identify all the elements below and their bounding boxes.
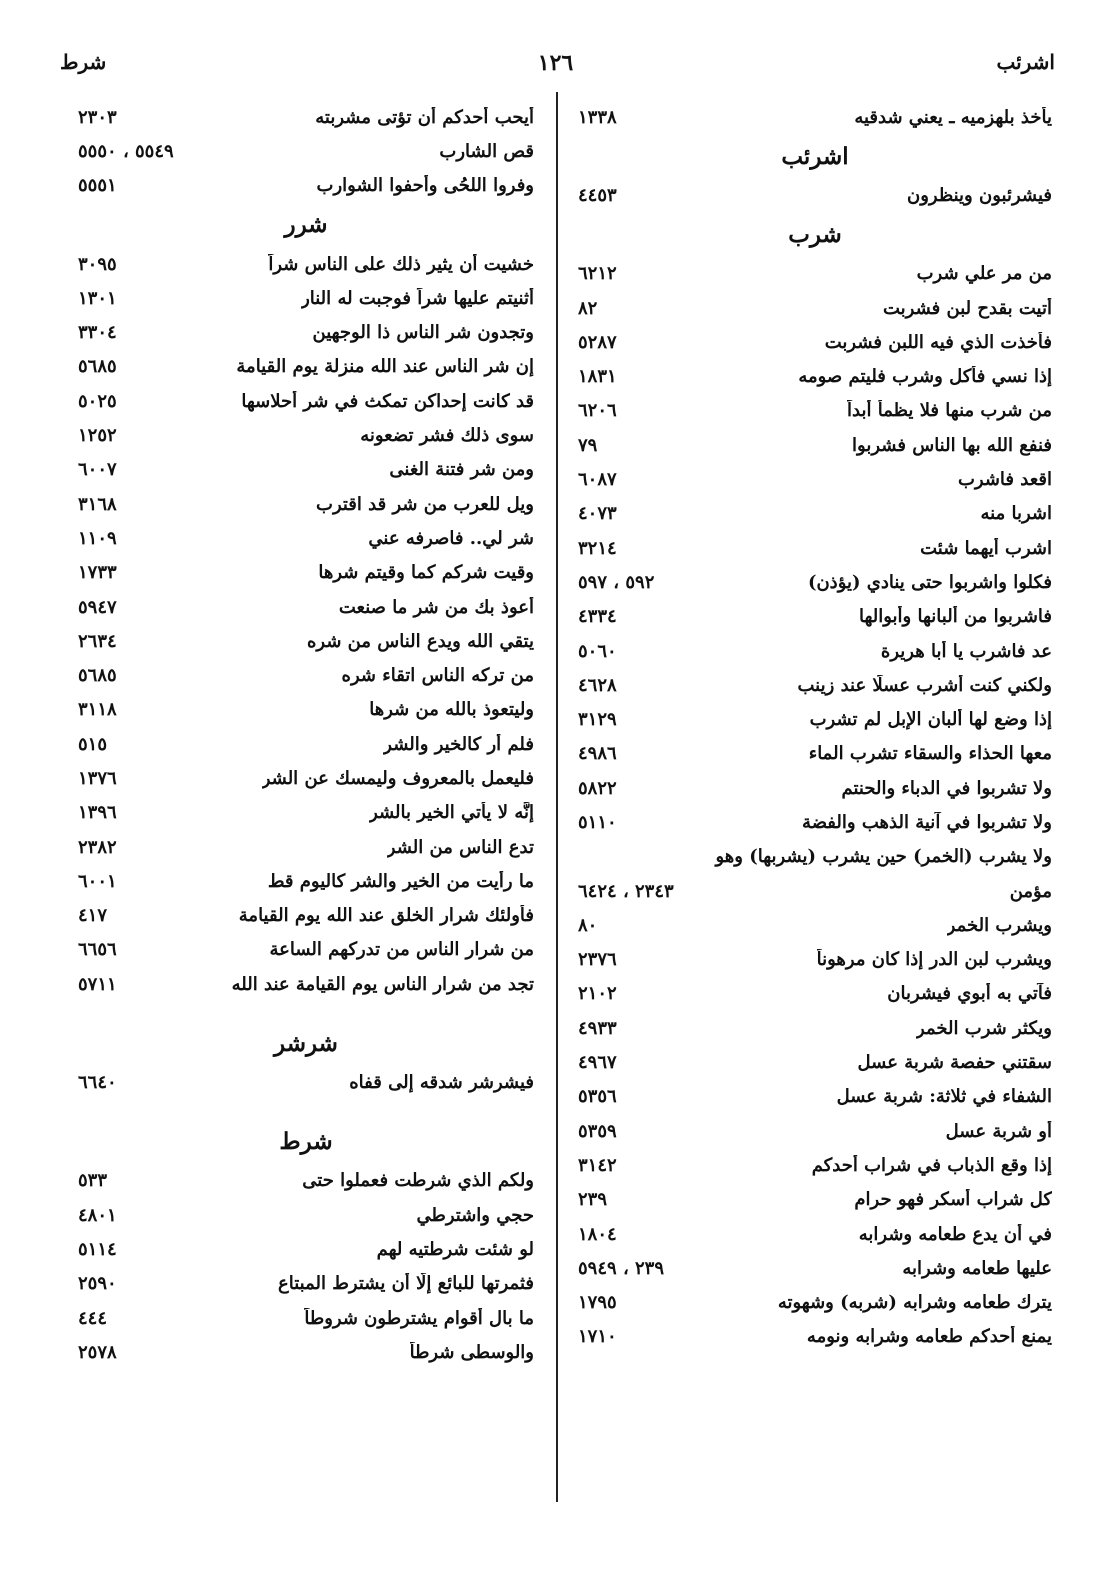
index-entry-text: عد فاشرب يا أبا هريرة xyxy=(880,640,1052,662)
index-entry-text: ولكني كنت أشرب عسلًا عند زينب xyxy=(797,674,1052,696)
index-entry-text: إذا وقع الذباب في شراب أحدكم xyxy=(811,1154,1052,1176)
index-entry-text: ما بال أقوام يشترطون شروطاً xyxy=(304,1307,534,1329)
hadith-number: ٢٣٧٦ xyxy=(578,949,617,971)
index-entry xyxy=(78,281,534,315)
index-entry xyxy=(578,178,1052,212)
hadith-number: ١٣٩٦ xyxy=(78,802,117,824)
index-entry xyxy=(78,830,534,864)
index-entry xyxy=(78,727,534,761)
running-head-right: اشرئب xyxy=(996,50,1055,74)
index-entry-text: ويكثر شرب الخمر xyxy=(916,1017,1052,1039)
index-entry xyxy=(578,1183,1052,1217)
index-entry-text: من شرب منها فلا يظمأ أبداً xyxy=(847,400,1052,422)
index-entry xyxy=(78,1232,534,1266)
index-entry-text: والوسطى شرطاً xyxy=(409,1341,534,1363)
index-entry-text: وتجدون شر الناس ذا الوجهين xyxy=(312,322,534,344)
index-entry-text: سوى ذلك فشر تضعونه xyxy=(360,425,534,447)
index-entry xyxy=(578,462,1052,496)
index-entry xyxy=(78,693,534,727)
hadith-number: ٤٩٣٣ xyxy=(578,1017,617,1039)
index-entry-text: ويل للعرب من شر قد اقترب xyxy=(316,493,534,515)
index-entry xyxy=(578,737,1052,771)
index-entry-text: إنَّه لا يأتي الخير بالشر xyxy=(369,802,534,824)
index-entry-text: سقتني حفصة شربة عسل xyxy=(857,1052,1052,1074)
hadith-number: ٤٤٥٣ xyxy=(578,184,617,206)
index-entry-text: ولكم الذي شرطت فعملوا حتى xyxy=(302,1170,534,1192)
index-entry-text: ولا تشربوا في الدباء والحنتم xyxy=(841,777,1052,799)
index-entry xyxy=(578,1148,1052,1182)
index-entry-text: اشربا منه xyxy=(980,503,1052,525)
hadith-number: ٣٠٩٥ xyxy=(78,253,117,275)
hadith-number: ٢٥٩٠ xyxy=(78,1273,117,1295)
index-entry-text: وليتعوذ بالله من شرها xyxy=(369,699,534,721)
hadith-number: ١٣٧٦ xyxy=(78,767,117,789)
index-entry-text: من تركه الناس اتقاء شره xyxy=(341,665,534,687)
index-entry xyxy=(78,899,534,933)
index-entry xyxy=(578,497,1052,531)
index-entry-text: فنفع الله بها الناس فشربوا xyxy=(852,434,1052,456)
index-entry-text: ولا يشرب (الخمر) حين يشرب (يشربها) وهو xyxy=(715,846,1052,868)
index-entry xyxy=(578,100,1052,134)
index-entry xyxy=(78,864,534,898)
index-entry xyxy=(78,487,534,521)
hadith-number: ٢٥٧٨ xyxy=(78,1341,117,1363)
index-entry xyxy=(78,169,534,203)
hadith-number: ٤٩٦٧ xyxy=(578,1052,617,1074)
index-entry-text: مؤمن xyxy=(1009,880,1052,902)
hadith-number: ٥٩٤٧ xyxy=(78,596,117,618)
hadith-number: ٤٠٧٣ xyxy=(578,503,617,525)
index-entry xyxy=(78,247,534,281)
index-entry-text: أتيت بقدح لبن فشربت xyxy=(883,297,1052,319)
index-entry xyxy=(578,805,1052,839)
index-entry xyxy=(578,977,1052,1011)
index-entry xyxy=(578,668,1052,702)
index-entry-text: أيحب أحدكم أن تؤتى مشربته xyxy=(315,106,534,128)
index-entry-text: أو شربة عسل xyxy=(945,1120,1052,1142)
index-entry xyxy=(578,1114,1052,1148)
index-entry xyxy=(578,1320,1052,1354)
spacer xyxy=(78,1100,534,1120)
hadith-number: ١٧٣٣ xyxy=(78,562,117,584)
index-entry xyxy=(78,384,534,418)
hadith-number: ٤٤٤ xyxy=(78,1307,108,1329)
hadith-number: ٦٢١٢ xyxy=(578,263,617,285)
index-entry-text: من مر علي شرب xyxy=(916,263,1052,285)
hadith-number: ٥٥٥١ xyxy=(78,175,117,197)
index-entry xyxy=(78,967,534,1001)
index-entry-text: تدع الناس من الشر xyxy=(386,836,534,858)
index-entry xyxy=(78,556,534,590)
index-entry xyxy=(578,600,1052,634)
index-entry xyxy=(578,291,1052,325)
hadith-number: ٥٩٢ ، ٥٩٧ xyxy=(578,571,655,593)
index-entry-text: عليها طعامه وشرابه xyxy=(902,1257,1052,1279)
index-entry xyxy=(578,943,1052,977)
left-column xyxy=(78,100,534,1370)
index-entry-text: يترك طعامه وشرابه (شربه) وشهوته xyxy=(777,1292,1052,1314)
index-entry-text: شر لي.. فاصرفه عني xyxy=(368,527,534,549)
index-entry xyxy=(578,1045,1052,1079)
index-entry xyxy=(578,359,1052,393)
index-entry-text: كل شراب أسكر فهو حرام xyxy=(854,1189,1052,1211)
hadith-number: ١٣٠١ xyxy=(78,287,117,309)
index-entry xyxy=(578,565,1052,599)
hadith-number: ٢٣٠٣ xyxy=(78,106,117,128)
index-entry-text: خشيت أن يثير ذلك على الناس شراً xyxy=(268,253,534,275)
index-entry xyxy=(78,796,534,830)
index-entry xyxy=(78,1198,534,1232)
index-entry-text: معها الحذاء والسقاء تشرب الماء xyxy=(808,743,1052,765)
index-entry-text: اقعد فاشرب xyxy=(957,469,1052,491)
index-entry-text: إن شر الناس عند الله منزلة يوم القيامة xyxy=(236,356,534,378)
hadith-number: ٣٣٠٤ xyxy=(78,322,117,344)
root-heading: شرط xyxy=(279,1128,333,1156)
hadith-number: ٥٣٣ xyxy=(78,1170,108,1192)
hadith-number: ٣١٦٨ xyxy=(78,493,117,515)
index-entry xyxy=(78,590,534,624)
hadith-number: ٣١١٨ xyxy=(78,699,117,721)
index-entry-text: إذا وضع لها ألبان الإبل لم تشرب xyxy=(809,709,1052,731)
hadith-number: ٦٦٤٠ xyxy=(78,1072,117,1094)
index-entry-text: فيشرئبون وينظرون xyxy=(907,184,1052,206)
index-entry xyxy=(78,350,534,384)
index-entry xyxy=(78,315,534,349)
index-entry xyxy=(578,874,1052,908)
hadith-number: ٤١٧ xyxy=(78,905,108,927)
index-entry xyxy=(78,418,534,452)
index-entry-text: لو شئت شرطتيه لهم xyxy=(376,1238,534,1260)
index-entry xyxy=(78,1164,534,1198)
index-entry xyxy=(578,325,1052,359)
hadith-number: ٥٥٤٩ ، ٥٥٥٠ xyxy=(78,140,174,162)
hadith-number: ١٧١٠ xyxy=(578,1326,617,1348)
index-entry xyxy=(78,453,534,487)
hadith-number: ٢١٠٢ xyxy=(578,983,617,1005)
root-heading: شرر xyxy=(284,211,328,239)
index-entry-text: فأولئك شرار الخلق عند الله يوم القيامة xyxy=(238,905,534,927)
index-entry-text: ما رأيت من الخير والشر كاليوم قط xyxy=(267,870,534,892)
index-entry xyxy=(578,257,1052,291)
hadith-number: ٨٠ xyxy=(578,914,598,936)
page-number: ١٢٦ xyxy=(537,50,574,76)
index-entry-text: فثمرتها للبائع إلَّا أن يشترط المبتاع xyxy=(278,1273,534,1295)
hadith-number: ٥٦٨٥ xyxy=(78,665,117,687)
index-entry xyxy=(78,134,534,168)
index-entry xyxy=(78,1301,534,1335)
hadith-number: ٥٠٢٥ xyxy=(78,390,117,412)
hadith-number: ٥٠٦٠ xyxy=(578,640,617,662)
spacer xyxy=(78,1001,534,1021)
index-entry xyxy=(78,658,534,692)
index-entry xyxy=(578,394,1052,428)
hadith-number: ١٨٠٤ xyxy=(578,1223,617,1245)
index-entry xyxy=(578,1217,1052,1251)
hadith-number: ٥٣٥٦ xyxy=(578,1086,617,1108)
index-entry-text: إذا نسي فأكل وشرب فليتم صومه xyxy=(798,366,1052,388)
index-entry-text: ومن شر فتنة الغنى xyxy=(389,459,534,481)
index-entry xyxy=(578,1011,1052,1045)
index-entry-text: فيشرشر شدقه إلى قفاه xyxy=(349,1072,534,1094)
hadith-number: ٥٨٢٢ xyxy=(578,777,617,799)
index-entry xyxy=(78,761,534,795)
index-entry xyxy=(578,771,1052,805)
index-entry-text: من شرار الناس من تدركهم الساعة xyxy=(269,939,534,961)
hadith-number: ٢٣٨٢ xyxy=(78,836,117,858)
right-column xyxy=(578,100,1052,1354)
index-entry-text: يتقي الله ويدع الناس من شره xyxy=(306,630,534,652)
root-heading: شرب xyxy=(788,221,842,249)
hadith-number: ٦٠٠٧ xyxy=(78,459,117,481)
index-entry xyxy=(578,1080,1052,1114)
index-entry-text: فآتي به أبوي فيشربان xyxy=(887,983,1052,1005)
index-entry-text: فليعمل بالمعروف وليمسك عن الشر xyxy=(261,767,534,789)
index-entry-text: وقيت شركم كما وقيتم شرها xyxy=(318,562,534,584)
hadith-number: ٤٩٨٦ xyxy=(578,743,617,765)
index-entry-text: أعوذ بك من شر ما صنعت xyxy=(338,596,534,618)
hadith-number: ٣٢١٤ xyxy=(578,537,617,559)
hadith-number: ٢٣٤٣ ، ٦٤٢٤ xyxy=(578,880,674,902)
hadith-number: ٥٢٨٧ xyxy=(578,331,617,353)
index-entry xyxy=(78,100,534,134)
hadith-number: ٥٧١١ xyxy=(78,973,117,995)
column-divider xyxy=(556,92,558,1502)
hadith-number: ٤٦٢٨ xyxy=(578,674,617,696)
index-entry xyxy=(578,531,1052,565)
index-entry-text: أثنيتم عليها شراً فوجبت له النار xyxy=(301,287,534,309)
hadith-number: ١٨٣١ xyxy=(578,366,617,388)
hadith-number: ٧٩ xyxy=(578,434,598,456)
index-entry-text: ويشرب الخمر xyxy=(946,914,1052,936)
index-entry-text: يأخذ بلهزميه ـ يعني شدقيه xyxy=(854,106,1052,128)
hadith-number: ٦٠٨٧ xyxy=(578,469,617,491)
hadith-number: ٤٨٠١ xyxy=(78,1204,117,1226)
index-entry-text: ويشرب لبن الدر إذا كان مرهوناً xyxy=(816,949,1052,971)
index-entry-text: ولا تشربوا في آنية الذهب والفضة xyxy=(802,811,1052,833)
hadith-number: ٥٣٥٩ xyxy=(578,1120,617,1142)
index-entry xyxy=(78,624,534,658)
hadith-number: ٢٣٩ ، ٥٩٤٩ xyxy=(578,1257,665,1279)
index-entry xyxy=(78,1065,534,1099)
index-entry-text: فأخذت الذي فيه اللبن فشربت xyxy=(824,331,1052,353)
index-entry xyxy=(578,634,1052,668)
index-entry-text: يمنع أحدكم طعامه وشرابه ونومه xyxy=(806,1326,1052,1348)
index-entry xyxy=(578,428,1052,462)
index-entry xyxy=(578,908,1052,942)
hadith-number: ١١٠٩ xyxy=(78,527,117,549)
index-entry-text: تجد من شرار الناس يوم القيامة عند الله xyxy=(231,973,534,995)
hadith-number: ٦٢٠٦ xyxy=(578,400,617,422)
hadith-number: ٦٠٠١ xyxy=(78,870,117,892)
running-head-left: شرط xyxy=(60,50,107,74)
hadith-number: ٨٢ xyxy=(578,297,598,319)
hadith-number: ١٢٥٢ xyxy=(78,425,117,447)
hadith-number: ١٧٩٥ xyxy=(578,1292,617,1314)
index-entry-text: قد كانت إحداكن تمكث في شر أحلاسها xyxy=(241,390,534,412)
index-entry xyxy=(578,1251,1052,1285)
root-heading: اشرئب xyxy=(781,142,849,170)
index-entry-text: الشفاء في ثلاثة: شربة عسل xyxy=(836,1086,1052,1108)
index-entry-text: فاشربوا من ألبانها وأبوالها xyxy=(858,606,1052,628)
index-entry-text: اشرب أيهما شئت xyxy=(920,537,1052,559)
index-entry xyxy=(78,933,534,967)
index-entry xyxy=(578,1286,1052,1320)
hadith-number: ١٣٣٨ xyxy=(578,106,617,128)
index-entry xyxy=(578,702,1052,736)
index-entry-text: في أن يدع طعامه وشرابه xyxy=(858,1223,1052,1245)
hadith-number: ٣١٤٢ xyxy=(578,1154,617,1176)
hadith-number: ٢٣٩ xyxy=(578,1189,608,1211)
hadith-number: ٥١١٠ xyxy=(578,811,617,833)
index-entry-text: فكلوا واشربوا حتى ينادي (يؤذن) xyxy=(807,571,1052,593)
hadith-number: ٥١١٤ xyxy=(78,1238,117,1260)
index-entry-text: قص الشارب xyxy=(439,140,534,162)
hadith-number: ٥١٥ xyxy=(78,733,108,755)
hadith-number: ٢٦٣٤ xyxy=(78,630,117,652)
root-heading: شرشر xyxy=(274,1029,338,1057)
hadith-number: ٦٦٥٦ xyxy=(78,939,117,961)
hadith-number: ٤٣٣٤ xyxy=(578,606,617,628)
index-entry xyxy=(78,1267,534,1301)
index-entry xyxy=(78,1335,534,1369)
index-entry xyxy=(78,521,534,555)
index-entry-text: وفروا اللحُى وأحفوا الشوارب xyxy=(316,175,534,197)
index-entry-text: فلم أر كالخير والشر xyxy=(383,733,534,755)
hadith-number: ٥٦٨٥ xyxy=(78,356,117,378)
index-entry-text: حجي واشترطي xyxy=(416,1204,534,1226)
hadith-number: ٣١٢٩ xyxy=(578,709,617,731)
